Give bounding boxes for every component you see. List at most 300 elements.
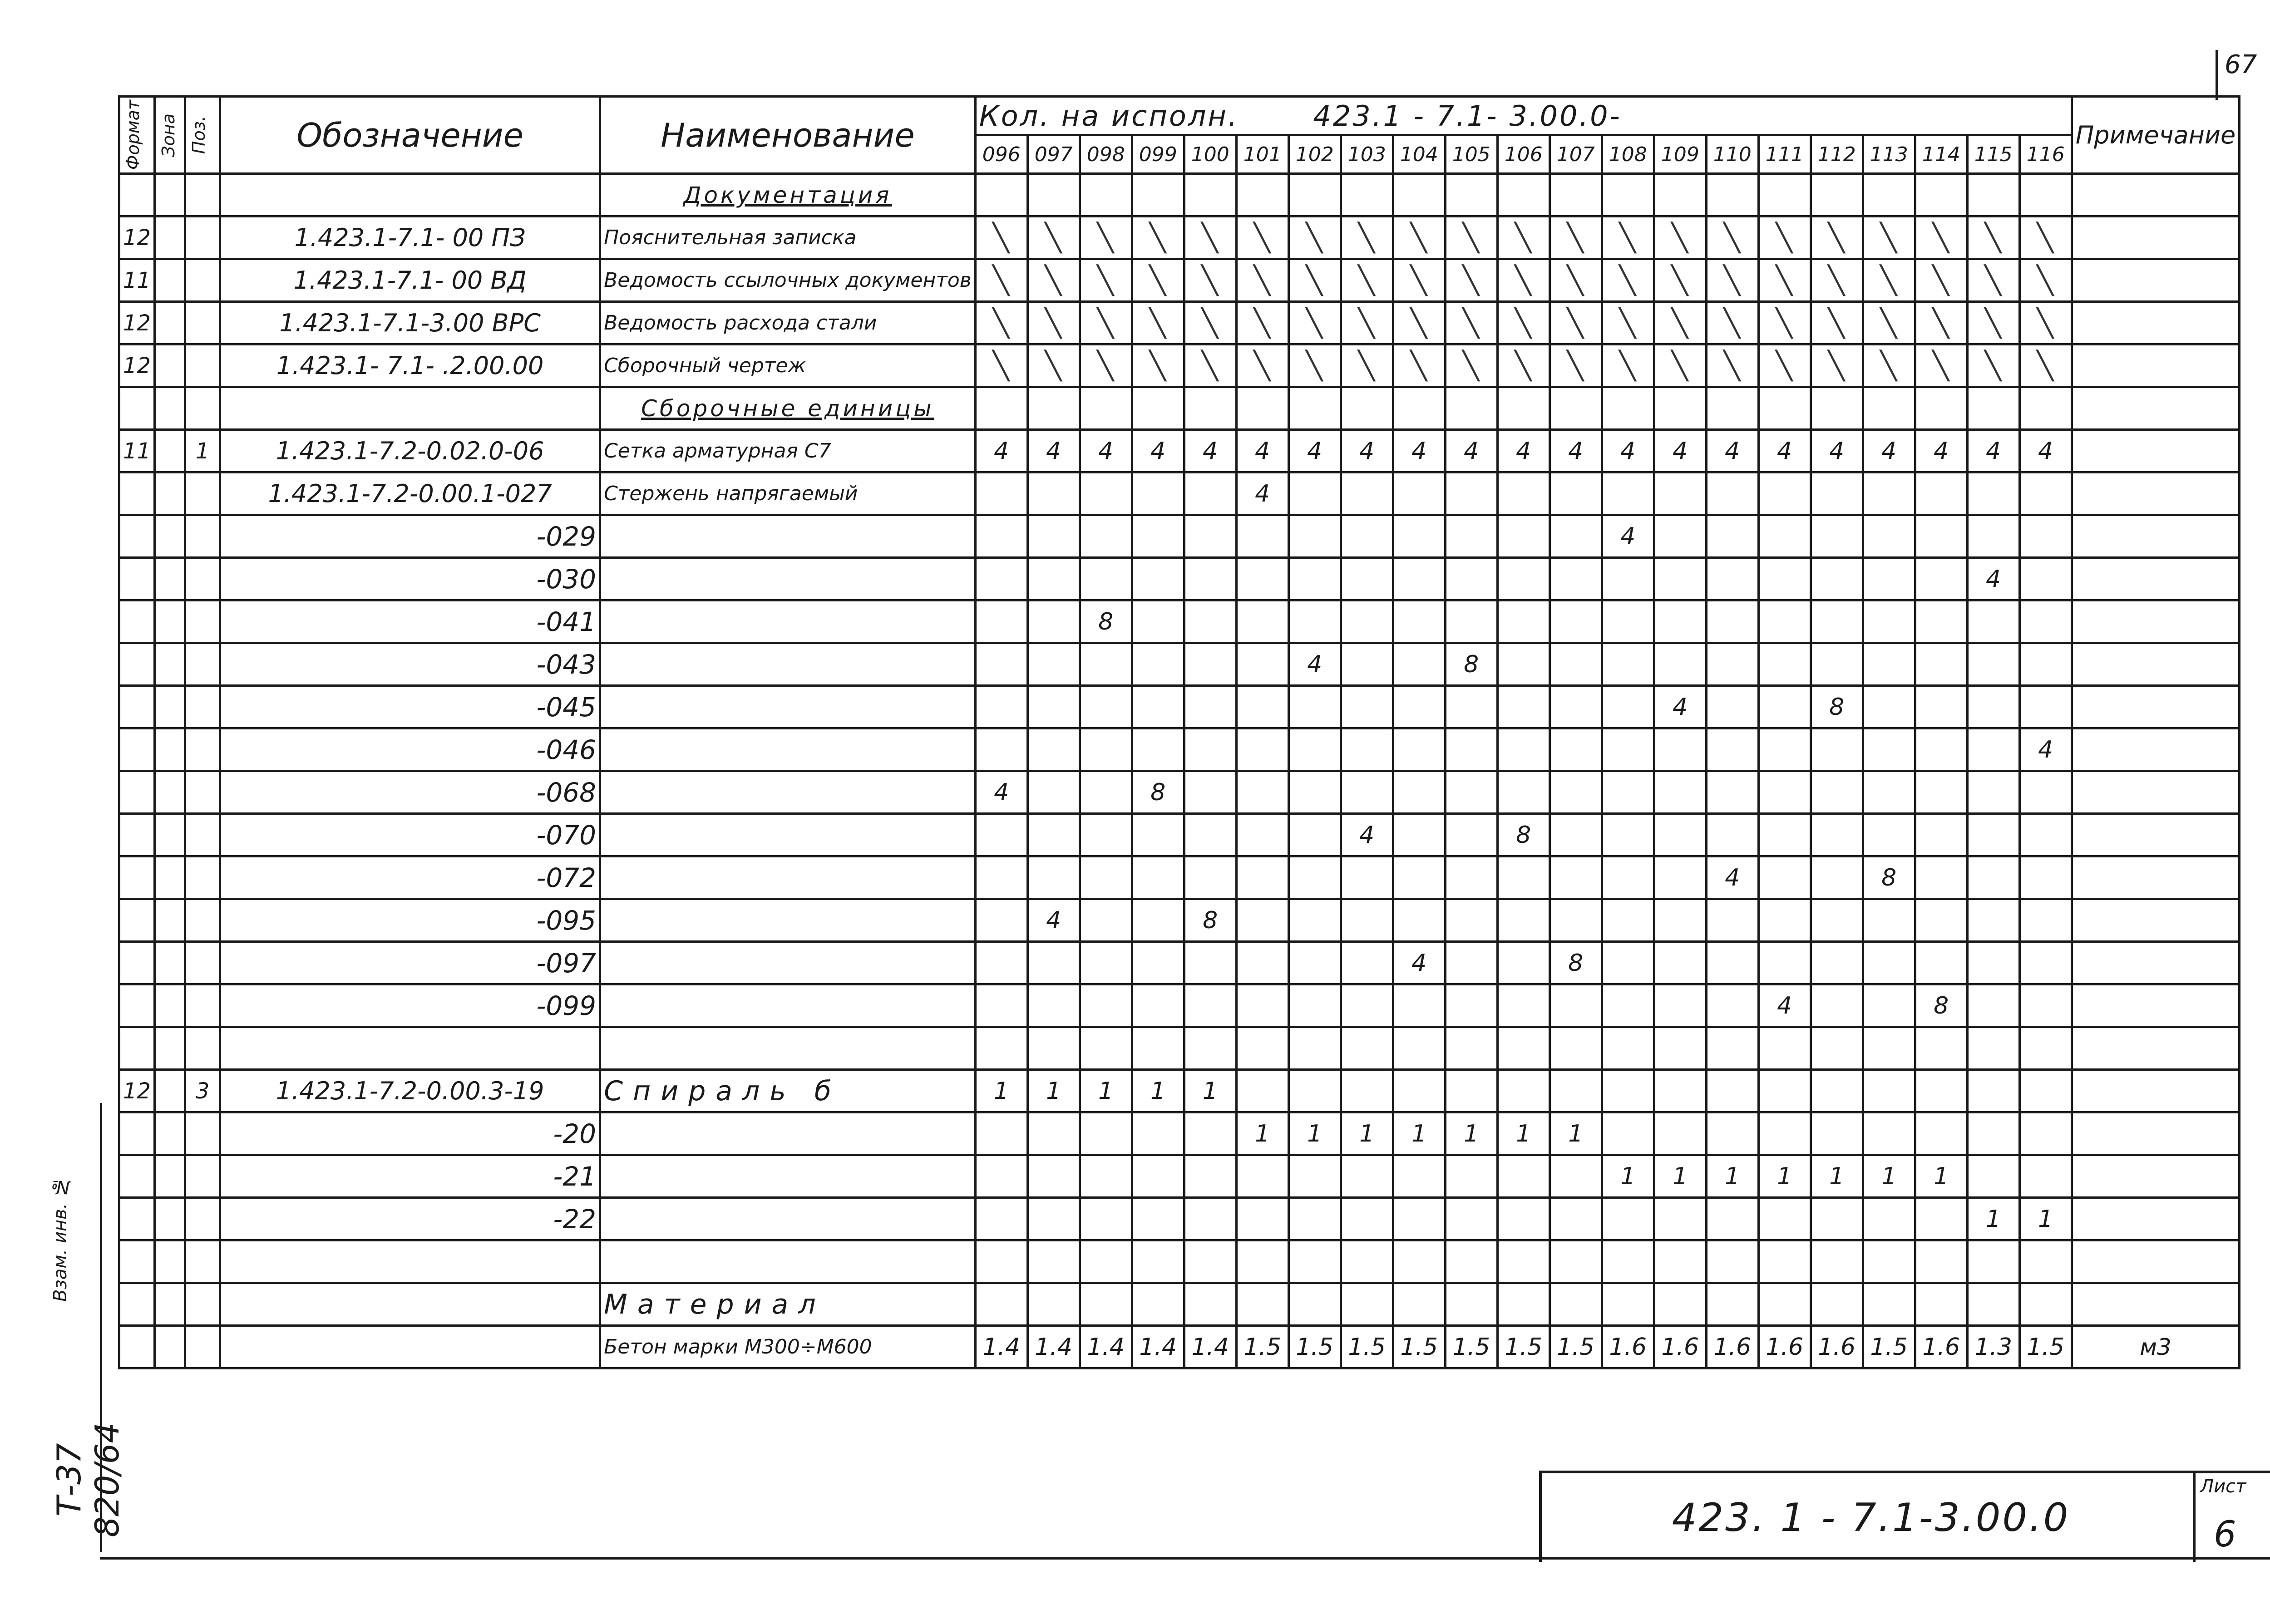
qty-cell-112: 1 (1811, 1155, 1863, 1198)
dash-mark: ╲ (1410, 264, 1428, 296)
qty-cell-096 (975, 643, 1027, 686)
dash-mark: ╲ (1410, 307, 1428, 339)
qty-cell-108: 1 (1602, 1155, 1654, 1198)
qty-cell-109 (1654, 1198, 1706, 1240)
name-cell: Бетон марки М300÷М600 (600, 1326, 976, 1368)
qty-cell-096 (975, 814, 1027, 856)
qty-cell-109 (1654, 814, 1706, 856)
table-row (119, 515, 2240, 558)
qty-cell-108: 4 (1602, 430, 1654, 472)
qty-cell-104 (1393, 302, 1445, 344)
qty-cell-106 (1497, 984, 1550, 1027)
note-cell (2072, 899, 2240, 942)
qty-cell-107: 4 (1550, 430, 1602, 472)
qty-cell-112: 8 (1811, 686, 1863, 728)
qty-cell-106 (1497, 600, 1550, 643)
qty-cell-106 (1497, 558, 1550, 600)
qty-cell-110: 1.6 (1706, 1326, 1758, 1368)
qty-cell-116 (2019, 942, 2072, 984)
table-row (119, 686, 2240, 728)
qty-cell-106 (1497, 259, 1550, 302)
zone-cell (155, 1283, 185, 1326)
header-pos (185, 97, 220, 174)
qty-cell-105 (1445, 472, 1497, 515)
qty-cell-111 (1758, 1198, 1811, 1240)
qty-cell-099 (1132, 302, 1184, 344)
qty-cell-115 (1967, 1027, 2019, 1070)
designation-cell: -20 (220, 1112, 600, 1155)
qty-cell-107 (1550, 259, 1602, 302)
qty-cell-109 (1654, 302, 1706, 344)
archive-code: Т-37 820/64 (50, 1422, 126, 1537)
qty-cell-100 (1184, 942, 1236, 984)
qty-cell-102 (1288, 217, 1341, 259)
designation-cell: 1.423.1-7.1- 00 ПЗ (220, 217, 600, 259)
qty-cell-104 (1393, 344, 1445, 387)
qty-cell-116 (2019, 1027, 2072, 1070)
note-cell (2072, 984, 2240, 1027)
dash-mark: ╲ (1253, 264, 1271, 296)
qty-cell-110 (1706, 259, 1758, 302)
qty-cell-107 (1550, 217, 1602, 259)
position-cell (185, 600, 220, 643)
qty-cell-100 (1184, 217, 1236, 259)
qty-cell-100 (1184, 259, 1236, 302)
table-row (119, 1283, 2240, 1326)
qty-cell-107: 1 (1550, 1112, 1602, 1155)
zone-cell (155, 686, 185, 728)
qty-cell-113: 8 (1863, 856, 1915, 899)
qty-cell-112 (1811, 856, 1863, 899)
dash-mark: ╲ (1515, 264, 1532, 296)
qty-cell-101: 4 (1236, 430, 1288, 472)
name-cell: Сетка арматурная С7 (600, 430, 976, 472)
header-zone-label: Зона (158, 113, 179, 157)
header-exec-114: 114 (1915, 135, 1967, 174)
dash-mark: ╲ (1619, 307, 1637, 339)
qty-cell-102: 4 (1288, 643, 1341, 686)
qty-cell-097 (1027, 643, 1080, 686)
dash-mark: ╲ (992, 349, 1010, 382)
qty-cell-103 (1341, 600, 1393, 643)
qty-cell-102 (1288, 686, 1341, 728)
position-cell (185, 1326, 220, 1368)
format-cell: 12 (119, 344, 155, 387)
qty-cell-101 (1236, 558, 1288, 600)
position-cell (185, 344, 220, 387)
zone-cell (155, 174, 185, 217)
qty-cell-115 (1967, 472, 2019, 515)
qty-cell-111 (1758, 1283, 1811, 1326)
zone-cell (155, 430, 185, 472)
qty-cell-096: 1 (975, 1070, 1027, 1112)
qty-cell-098 (1080, 1112, 1132, 1155)
header-exec-096: 096 (975, 135, 1027, 174)
note-cell (2072, 686, 2240, 728)
position-cell (185, 771, 220, 814)
qty-cell-112 (1811, 984, 1863, 1027)
dash-mark: ╲ (1776, 349, 1793, 382)
qty-cell-096 (975, 899, 1027, 942)
zone-cell (155, 1198, 185, 1240)
position-cell (185, 217, 220, 259)
qty-cell-100 (1184, 686, 1236, 728)
qty-cell-096 (975, 174, 1027, 217)
qty-cell-105 (1445, 771, 1497, 814)
qty-cell-110: 4 (1706, 430, 1758, 472)
table-row (119, 217, 2240, 259)
dash-mark: ╲ (1723, 307, 1741, 339)
dash-mark: ╲ (1253, 349, 1271, 382)
qty-cell-108 (1602, 643, 1654, 686)
format-cell (119, 515, 155, 558)
qty-cell-106 (1497, 856, 1550, 899)
header-qty-label: Кол. на исполн. (979, 99, 1239, 133)
format-cell (119, 1283, 155, 1326)
qty-cell-098 (1080, 217, 1132, 259)
designation-cell: 1.423.1-7.2-0.02.0-06 (220, 430, 600, 472)
qty-cell-096 (975, 1155, 1027, 1198)
format-cell (119, 984, 155, 1027)
position-cell (185, 984, 220, 1027)
qty-cell-097 (1027, 600, 1080, 643)
note-cell (2072, 1027, 2240, 1070)
qty-cell-112: 4 (1811, 430, 1863, 472)
qty-cell-112 (1811, 814, 1863, 856)
qty-cell-101 (1236, 942, 1288, 984)
qty-cell-098 (1080, 686, 1132, 728)
qty-cell-115 (1967, 302, 2019, 344)
qty-cell-105 (1445, 1240, 1497, 1283)
position-cell (185, 259, 220, 302)
qty-cell-105 (1445, 1027, 1497, 1070)
qty-cell-110 (1706, 1070, 1758, 1112)
table-row (119, 174, 2240, 217)
qty-cell-106 (1497, 942, 1550, 984)
format-cell (119, 1198, 155, 1240)
left-strip-label: Взам. инв. № (50, 1176, 71, 1302)
header-exec-115: 115 (1967, 135, 2019, 174)
qty-cell-101 (1236, 302, 1288, 344)
qty-cell-096 (975, 1283, 1027, 1326)
qty-cell-097 (1027, 1155, 1080, 1198)
dash-mark: ╲ (992, 221, 1010, 254)
qty-cell-101 (1236, 1070, 1288, 1112)
qty-cell-105 (1445, 174, 1497, 217)
note-cell (2072, 515, 2240, 558)
qty-cell-106 (1497, 1283, 1550, 1326)
zone-cell (155, 302, 185, 344)
table-row (119, 728, 2240, 771)
qty-cell-112 (1811, 344, 1863, 387)
qty-cell-104 (1393, 1240, 1445, 1283)
note-cell (2072, 344, 2240, 387)
designation-cell: 1.423.1- 7.1- .2.00.00 (220, 344, 600, 387)
qty-cell-102 (1288, 984, 1341, 1027)
qty-cell-116 (2019, 217, 2072, 259)
header-base-code: 423.1 - 7.1- 3.00.0- (1313, 99, 1622, 133)
qty-cell-108 (1602, 344, 1654, 387)
header-exec-098: 098 (1080, 135, 1132, 174)
qty-cell-113 (1863, 1240, 1915, 1283)
qty-cell-102 (1288, 771, 1341, 814)
qty-cell-110 (1706, 686, 1758, 728)
dash-mark: ╲ (1097, 221, 1115, 254)
qty-cell-104: 1.5 (1393, 1326, 1445, 1368)
designation-cell: 1.423.1-7.2-0.00.3-19 (220, 1070, 600, 1112)
qty-cell-103 (1341, 217, 1393, 259)
header-exec-103: 103 (1341, 135, 1393, 174)
qty-cell-109 (1654, 174, 1706, 217)
qty-cell-102 (1288, 387, 1341, 430)
dash-mark: ╲ (1462, 307, 1480, 339)
format-cell (119, 771, 155, 814)
qty-cell-103 (1341, 728, 1393, 771)
table-row (119, 259, 2240, 302)
qty-cell-112 (1811, 217, 1863, 259)
dash-mark: ╲ (1358, 349, 1376, 382)
qty-cell-103: 4 (1341, 814, 1393, 856)
qty-cell-102 (1288, 558, 1341, 600)
designation-cell (220, 1240, 600, 1283)
qty-cell-116 (2019, 686, 2072, 728)
table-row (119, 814, 2240, 856)
qty-cell-102 (1288, 856, 1341, 899)
dash-mark: ╲ (1097, 264, 1115, 296)
format-cell (119, 1112, 155, 1155)
dash-mark: ╲ (1515, 307, 1532, 339)
qty-cell-099 (1132, 600, 1184, 643)
qty-cell-112 (1811, 942, 1863, 984)
format-cell (119, 686, 155, 728)
qty-cell-103 (1341, 1283, 1393, 1326)
qty-cell-114 (1915, 344, 1967, 387)
qty-cell-111 (1758, 814, 1811, 856)
qty-cell-100 (1184, 1027, 1236, 1070)
qty-cell-098 (1080, 472, 1132, 515)
qty-cell-114 (1915, 856, 1967, 899)
qty-cell-102 (1288, 1240, 1341, 1283)
dash-mark: ╲ (1253, 307, 1271, 339)
qty-cell-106 (1497, 1198, 1550, 1240)
qty-cell-116: 1.5 (2019, 1326, 2072, 1368)
zone-cell (155, 771, 185, 814)
format-cell (119, 1155, 155, 1198)
dash-mark: ╲ (992, 264, 1010, 296)
qty-cell-103 (1341, 472, 1393, 515)
note-cell (2072, 643, 2240, 686)
qty-cell-105 (1445, 814, 1497, 856)
designation-cell: 1.423.1-7.2-0.00.1-027 (220, 472, 600, 515)
name-cell: Сборочные единицы (600, 387, 976, 430)
qty-cell-116 (2019, 856, 2072, 899)
qty-cell-113: 1 (1863, 1155, 1915, 1198)
qty-cell-096 (975, 984, 1027, 1027)
qty-cell-098 (1080, 259, 1132, 302)
qty-cell-105 (1445, 686, 1497, 728)
dash-mark: ╲ (1671, 349, 1689, 382)
qty-cell-109: 1.6 (1654, 1326, 1706, 1368)
qty-cell-099 (1132, 899, 1184, 942)
zone-cell (155, 217, 185, 259)
qty-cell-116 (2019, 259, 2072, 302)
qty-cell-096 (975, 1112, 1027, 1155)
format-cell (119, 558, 155, 600)
qty-cell-105 (1445, 856, 1497, 899)
dash-mark: ╲ (1045, 264, 1062, 296)
qty-cell-096 (975, 515, 1027, 558)
qty-cell-104 (1393, 558, 1445, 600)
zone-cell (155, 472, 185, 515)
note-cell (2072, 217, 2240, 259)
qty-cell-110 (1706, 643, 1758, 686)
qty-cell-100 (1184, 814, 1236, 856)
note-cell (2072, 1283, 2240, 1326)
qty-cell-110 (1706, 1112, 1758, 1155)
qty-cell-113 (1863, 344, 1915, 387)
qty-cell-112 (1811, 1240, 1863, 1283)
note-cell (2072, 856, 2240, 899)
dash-mark: ╲ (1723, 264, 1741, 296)
qty-cell-113 (1863, 1027, 1915, 1070)
name-cell (600, 600, 976, 643)
qty-cell-115: 4 (1967, 430, 2019, 472)
qty-cell-116 (2019, 558, 2072, 600)
qty-cell-102 (1288, 174, 1341, 217)
qty-cell-102 (1288, 515, 1341, 558)
qty-cell-099 (1132, 1112, 1184, 1155)
qty-cell-109 (1654, 771, 1706, 814)
table-row (119, 1326, 2240, 1368)
document-code: 423. 1 - 7.1-3.00.0 (1672, 1495, 2070, 1540)
qty-cell-096 (975, 387, 1027, 430)
qty-cell-114 (1915, 942, 1967, 984)
qty-cell-096 (975, 344, 1027, 387)
qty-cell-114 (1915, 1112, 1967, 1155)
qty-cell-098: 8 (1080, 600, 1132, 643)
note-cell (2072, 814, 2240, 856)
zone-cell (155, 643, 185, 686)
qty-cell-115 (1967, 728, 2019, 771)
qty-cell-101 (1236, 1283, 1288, 1326)
qty-cell-097 (1027, 1112, 1080, 1155)
dash-mark: ╲ (1306, 221, 1323, 254)
name-cell (600, 856, 976, 899)
format-cell (119, 600, 155, 643)
qty-cell-109 (1654, 899, 1706, 942)
qty-cell-104 (1393, 814, 1445, 856)
note-cell (2072, 728, 2240, 771)
qty-cell-105 (1445, 302, 1497, 344)
qty-cell-114 (1915, 1198, 1967, 1240)
qty-cell-097 (1027, 515, 1080, 558)
qty-cell-106: 1.5 (1497, 1326, 1550, 1368)
qty-cell-109 (1654, 217, 1706, 259)
name-cell: Документация (600, 174, 976, 217)
name-cell (600, 1155, 976, 1198)
format-cell: 12 (119, 302, 155, 344)
sheet-number: 67 (2225, 50, 2257, 79)
note-cell (2072, 1112, 2240, 1155)
qty-cell-113 (1863, 686, 1915, 728)
header-exec-113: 113 (1863, 135, 1915, 174)
qty-cell-097 (1027, 1027, 1080, 1070)
qty-cell-099 (1132, 728, 1184, 771)
dash-mark: ╲ (1671, 264, 1689, 296)
qty-cell-110 (1706, 472, 1758, 515)
qty-cell-114: 1 (1915, 1155, 1967, 1198)
qty-cell-097: 1 (1027, 1070, 1080, 1112)
qty-cell-112 (1811, 1112, 1863, 1155)
qty-cell-112 (1811, 899, 1863, 942)
format-cell: 11 (119, 259, 155, 302)
qty-cell-108 (1602, 1283, 1654, 1326)
qty-cell-111 (1758, 1070, 1811, 1112)
position-cell (185, 515, 220, 558)
note-cell (2072, 387, 2240, 430)
table-row (119, 1027, 2240, 1070)
qty-cell-101 (1236, 643, 1288, 686)
qty-cell-111 (1758, 942, 1811, 984)
position-cell (185, 1240, 220, 1283)
qty-cell-102: 1.5 (1288, 1326, 1341, 1368)
dash-mark: ╲ (1567, 221, 1584, 254)
qty-cell-099 (1132, 856, 1184, 899)
qty-cell-101 (1236, 728, 1288, 771)
qty-cell-113 (1863, 942, 1915, 984)
dash-mark: ╲ (1932, 307, 1950, 339)
qty-cell-114 (1915, 302, 1967, 344)
dash-mark: ╲ (1253, 221, 1271, 254)
position-cell (185, 899, 220, 942)
qty-cell-113 (1863, 217, 1915, 259)
qty-cell-115 (1967, 1283, 2019, 1326)
qty-cell-110 (1706, 984, 1758, 1027)
qty-cell-111 (1758, 515, 1811, 558)
qty-cell-098 (1080, 302, 1132, 344)
qty-cell-110 (1706, 728, 1758, 771)
name-cell: Ведомость ссылочных документов (600, 259, 976, 302)
qty-cell-101 (1236, 387, 1288, 430)
dash-mark: ╲ (1149, 221, 1167, 254)
qty-cell-105 (1445, 728, 1497, 771)
qty-cell-104: 4 (1393, 942, 1445, 984)
qty-cell-100 (1184, 1240, 1236, 1283)
format-cell: 12 (119, 1070, 155, 1112)
qty-cell-115 (1967, 344, 2019, 387)
qty-cell-108 (1602, 1240, 1654, 1283)
header-exec-102: 102 (1288, 135, 1341, 174)
qty-cell-108 (1602, 856, 1654, 899)
dash-mark: ╲ (1201, 264, 1219, 296)
qty-cell-103 (1341, 771, 1393, 814)
qty-cell-096 (975, 1027, 1027, 1070)
designation-cell: -068 (220, 771, 600, 814)
qty-cell-096 (975, 728, 1027, 771)
qty-cell-113 (1863, 387, 1915, 430)
qty-cell-100 (1184, 302, 1236, 344)
qty-cell-110 (1706, 942, 1758, 984)
position-cell (185, 174, 220, 217)
note-cell (2072, 1070, 2240, 1112)
qty-cell-099: 1.4 (1132, 1326, 1184, 1368)
dash-mark: ╲ (1149, 264, 1167, 296)
zone-cell (155, 387, 185, 430)
designation-cell: 1.423.1-7.1-3.00 ВРС (220, 302, 600, 344)
qty-cell-104 (1393, 600, 1445, 643)
qty-cell-110 (1706, 217, 1758, 259)
format-cell (119, 942, 155, 984)
